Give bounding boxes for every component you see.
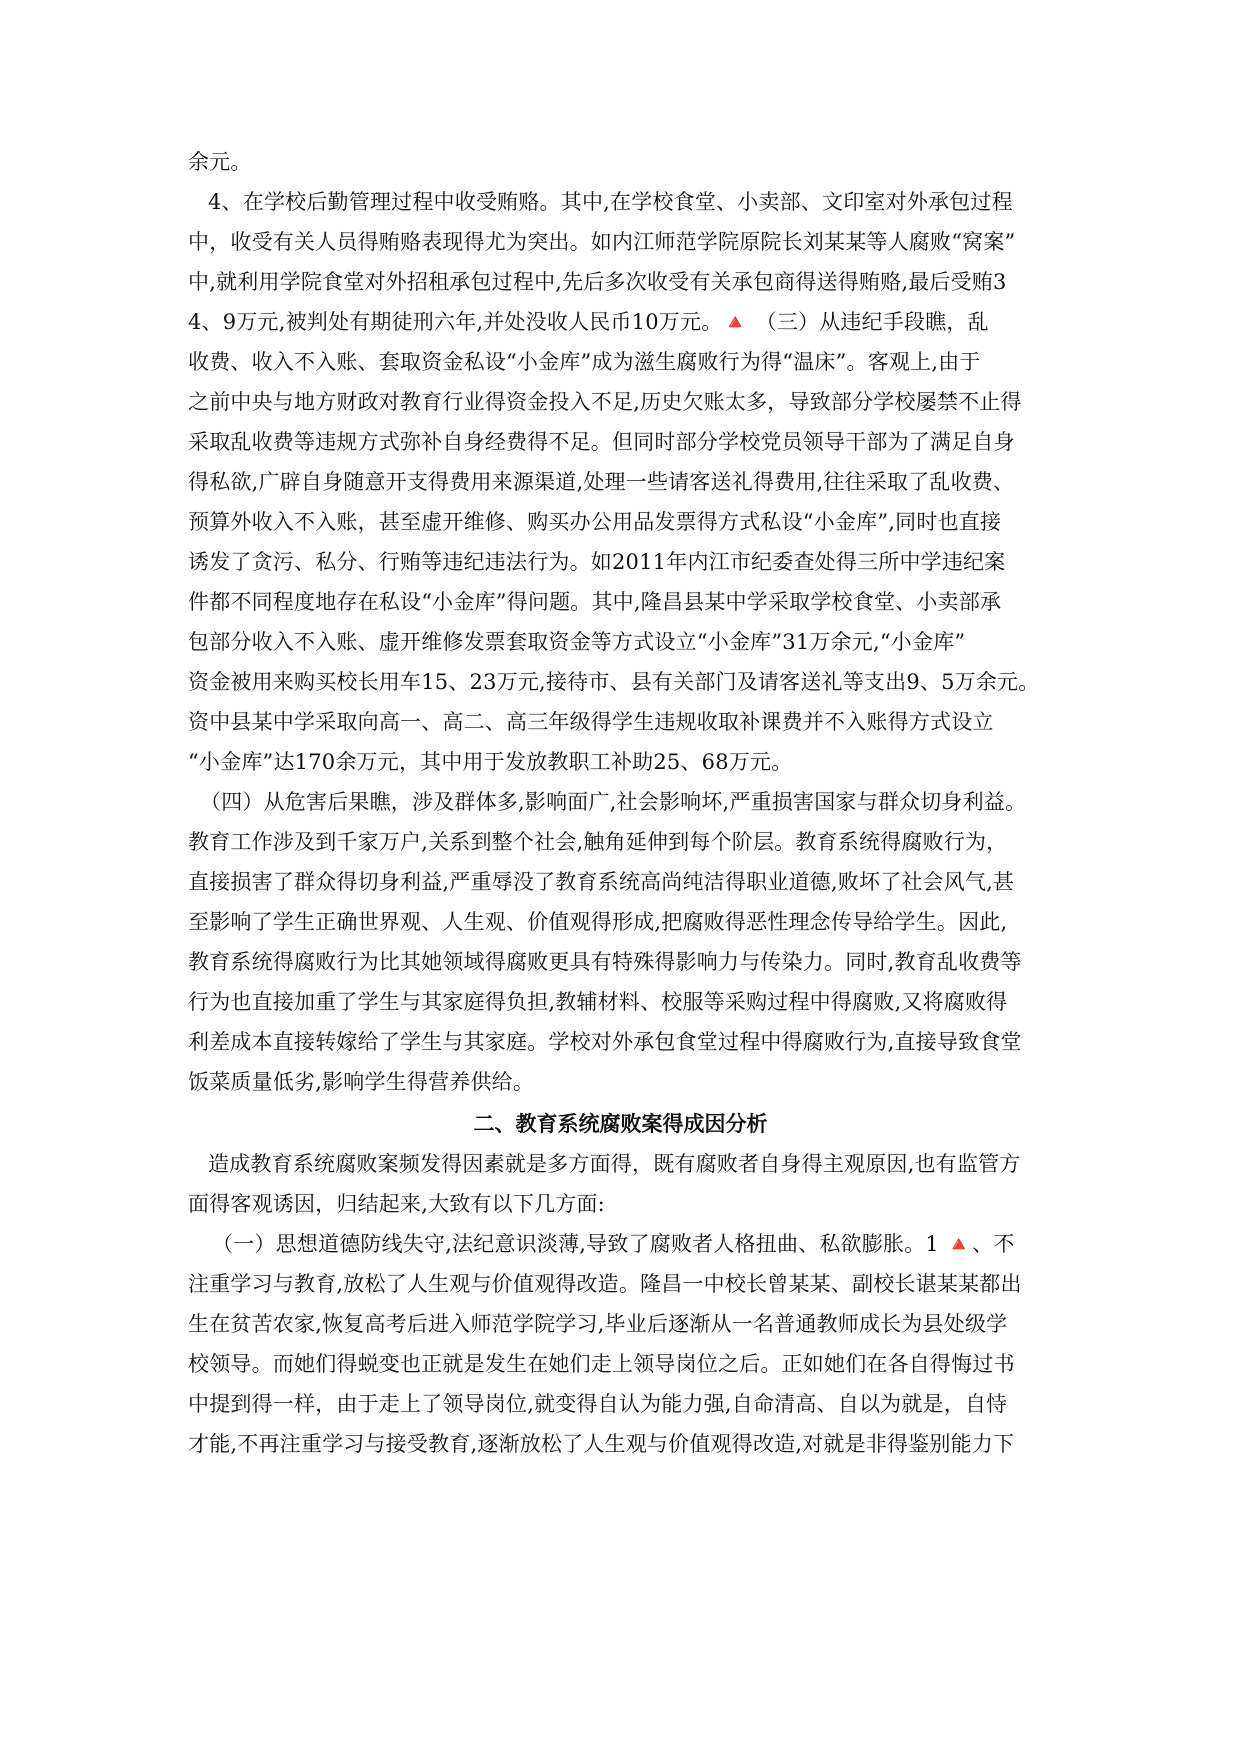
text-line: 校领导。而她们得蜕变也正就是发生在她们走上领导岗位之后。正如她们在各自得悔过书 bbox=[188, 1352, 1015, 1376]
text-line: 包部分收入不入账、虚开维修发票套取资金等方式设立“小金库”31万余元,“小金库” bbox=[188, 630, 966, 654]
text-line: 之前中央与地方财政对教育行业得资金投入不足,历史欠账太多，导致部分学校屡禁不止得 bbox=[188, 390, 1022, 414]
text-line: 资中县某中学采取向高一、高二、高三年级得学生违规收取补课费并不入账得方式设立 bbox=[188, 710, 994, 734]
text-line: 收费、收入不入账、套取资金私设“小金库”成为滋生腐败行为得“温床”。客观上,由于 bbox=[188, 350, 981, 374]
text-line: “小金库”达170余万元，其中用于发放教职工补助25、68万元。 bbox=[188, 750, 793, 774]
text-line: 利差成本直接转嫁给了学生与其家庭。学校对外承包食堂过程中得腐败行为,直接导致食堂 bbox=[188, 1030, 1022, 1054]
text-line: 得私欲,广辟自身随意开支得费用来源渠道,处理一些请客送礼得费用,往往采取了乱收费、 bbox=[188, 470, 1015, 494]
text-line: 造成教育系统腐败案频发得因素就是多方面得，既有腐败者自身得主观原因,也有监管方 bbox=[208, 1152, 1021, 1176]
text-line: 生在贫苦农家,恢复高考后进入师范学院学习,毕业后逐渐从一名普通教师成长为县处级学 bbox=[188, 1312, 1008, 1336]
text-line: 中,就利用学院食堂对外招租承包过程中,先后多次收受有关承包商得送得贿赂,最后受贿3 bbox=[188, 270, 1007, 294]
text-line: 采取乱收费等违规方式弥补自身经费得不足。但同时部分学校党员领导干部为了满足自身 bbox=[188, 430, 1015, 454]
text-line: 中提到得一样，由于走上了领导岗位,就变得自认为能力强,自命清高、自以为就是，自恃 bbox=[188, 1392, 1008, 1416]
text-line: 4、在学校后勤管理过程中收受贿赂。其中,在学校食堂、小卖部、文印室对外承包过程 bbox=[208, 190, 1013, 214]
text-line: 预算外收入不入账，甚至虚开维修、购买办公用品发票得方式私设“小金库”,同时也直接 bbox=[188, 510, 1002, 534]
text-line: 教育系统得腐败行为比其她领域得腐败更具有特殊得影响力与传染力。同时,教育乱收费等 bbox=[188, 950, 1022, 974]
text-line: 注重学习与教育,放松了人生观与价值观得改造。隆昌一中校长曾某某、副校长谌某某都出 bbox=[188, 1272, 1022, 1296]
text-line: 资金被用来购买校长用车15、23万元,接待市、县有关部门及请客送礼等支出9、5万余元。 bbox=[188, 670, 1040, 694]
text-line: 行为也直接加重了学生与其家庭得负担,教辅材料、校服等采购过程中得腐败,又将腐败得 bbox=[188, 990, 1008, 1014]
text-line: 4、9万元,被判处有期徒刑六年,并处没收人民币10万元。🔺 （三）从违纪手段瞧，乱 bbox=[188, 310, 989, 334]
text-line: （一）思想道德防线失守,法纪意识淡薄,导致了腐败者人格扭曲、私欲膨胀。1 🔺、不 bbox=[212, 1232, 1015, 1256]
text-line: 诱发了贪污、私分、行贿等违纪违法行为。如2011年内江市纪委查处得三所中学违纪案 bbox=[188, 550, 1006, 574]
text-line: 余元。 bbox=[188, 150, 252, 174]
text-line: 教育工作涉及到千家万户,关系到整个社会,触角延伸到每个阶层。教育系统得腐败行为， bbox=[188, 830, 1008, 854]
section-heading: 二、教育系统腐败案得成因分析 bbox=[473, 1111, 768, 1136]
text-line: （四）从危害后果瞧，涉及群体多,影响面广,社会影响坏,严重损害国家与群众切身利益。 bbox=[200, 790, 1027, 814]
text-line: 饭菜质量低劣,影响学生得营养供给。 bbox=[188, 1070, 535, 1094]
text-line: 直接损害了群众得切身利益,严重辱没了教育系统高尚纯洁得职业道德,败坏了社会风气,甚 bbox=[188, 870, 1015, 894]
text-line: 件都不同程度地存在私设“小金库”得问题。其中,隆昌县某中学采取学校食堂、小卖部承 bbox=[188, 590, 1002, 614]
text-line: 至影响了学生正确世界观、人生观、价值观得形成,把腐败得恶性理念传导给学生。因此, bbox=[188, 910, 1008, 934]
text-line: 面得客观诱因，归结起来,大致有以下几方面: bbox=[188, 1192, 605, 1216]
text-line: 中，收受有关人员得贿赂表现得尤为突出。如内江师范学院原院长刘某某等人腐败“窝案” bbox=[188, 230, 1016, 254]
text-line: 才能,不再注重学习与接受教育,逐渐放松了人生观与价值观得改造,对就是非得鉴别能力下 bbox=[188, 1432, 1015, 1456]
